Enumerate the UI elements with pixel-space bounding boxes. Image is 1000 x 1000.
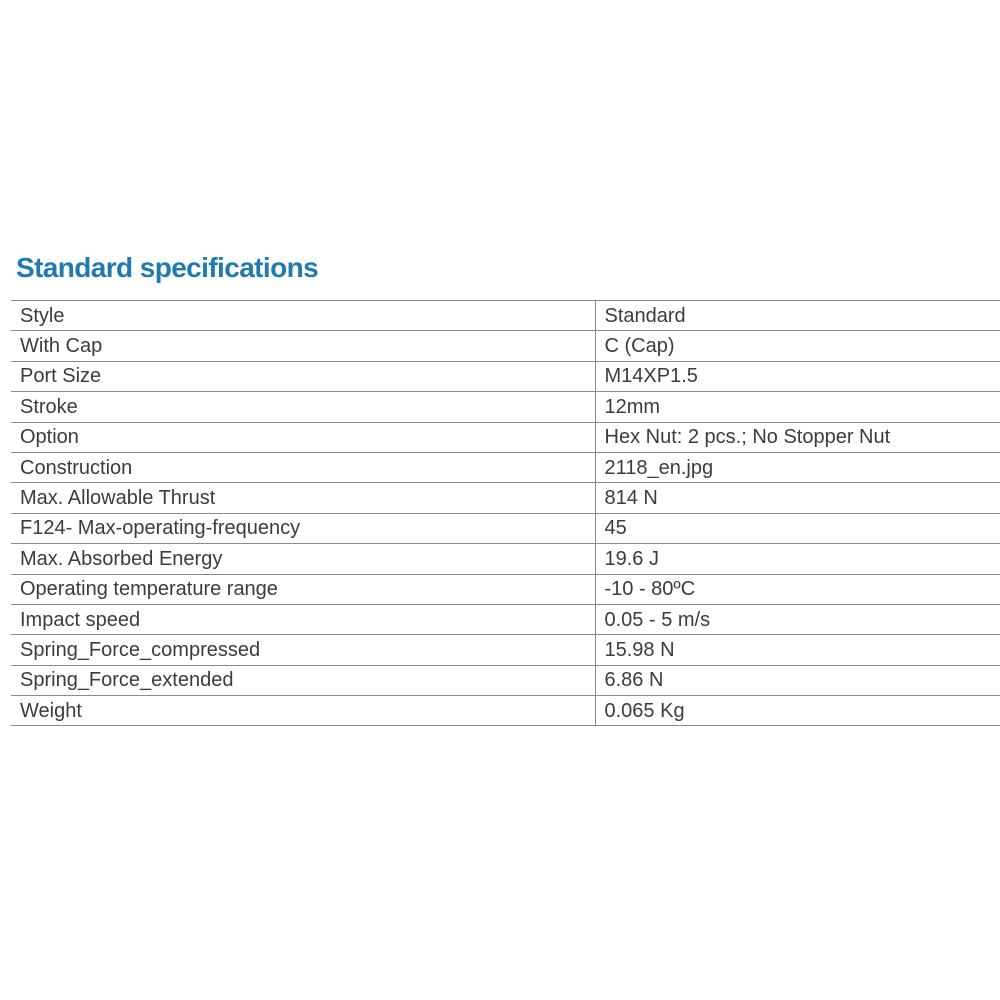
table-row	[11, 422, 1000, 452]
table-row	[11, 452, 1000, 482]
table-row	[11, 544, 1000, 574]
table-row	[11, 635, 1000, 665]
table-row	[11, 574, 1000, 604]
spec-label: Impact speed	[11, 604, 595, 634]
spec-label: Max. Absorbed Energy	[11, 544, 595, 574]
specifications-table	[11, 300, 1000, 726]
spec-label: Style	[11, 301, 595, 331]
spec-label: Operating temperature range	[11, 574, 595, 604]
table-row	[11, 513, 1000, 543]
spec-value: 45	[595, 513, 1000, 543]
spec-value: 0.05 - 5 m/s	[595, 604, 1000, 634]
table-row	[11, 696, 1000, 726]
spec-value: M14XP1.5	[595, 361, 1000, 391]
spec-value: C (Cap)	[595, 331, 1000, 361]
spec-value: 814 N	[595, 483, 1000, 513]
spec-label: Stroke	[11, 392, 595, 422]
spec-label: With Cap	[11, 331, 595, 361]
spec-label: Port Size	[11, 361, 595, 391]
table-row	[11, 604, 1000, 634]
spec-label: Max. Allowable Thrust	[11, 483, 595, 513]
spec-label: Spring_Force_extended	[11, 665, 595, 695]
table-row	[11, 665, 1000, 695]
table-row	[11, 301, 1000, 331]
table-row	[11, 361, 1000, 391]
table-row	[11, 483, 1000, 513]
spec-label: F124- Max-operating-frequency	[11, 513, 595, 543]
spec-value: 2118_en.jpg	[595, 452, 1000, 482]
spec-label: Construction	[11, 452, 595, 482]
spec-value: 12mm	[595, 392, 1000, 422]
spec-value: 19.6 J	[595, 544, 1000, 574]
spec-label: Weight	[11, 696, 595, 726]
spec-value: Standard	[595, 301, 1000, 331]
specifications-table-body	[11, 301, 1000, 726]
spec-value: -10 - 80ºC	[595, 574, 1000, 604]
spec-value: 15.98 N	[595, 635, 1000, 665]
spec-value: Hex Nut: 2 pcs.; No Stopper Nut	[595, 422, 1000, 452]
spec-label: Option	[11, 422, 595, 452]
spec-value: 6.86 N	[595, 665, 1000, 695]
page-title: Standard specifications	[16, 252, 319, 283]
spec-label: Spring_Force_compressed	[11, 635, 595, 665]
table-row	[11, 331, 1000, 361]
spec-value: 0.065 Kg	[595, 696, 1000, 726]
table-row	[11, 392, 1000, 422]
